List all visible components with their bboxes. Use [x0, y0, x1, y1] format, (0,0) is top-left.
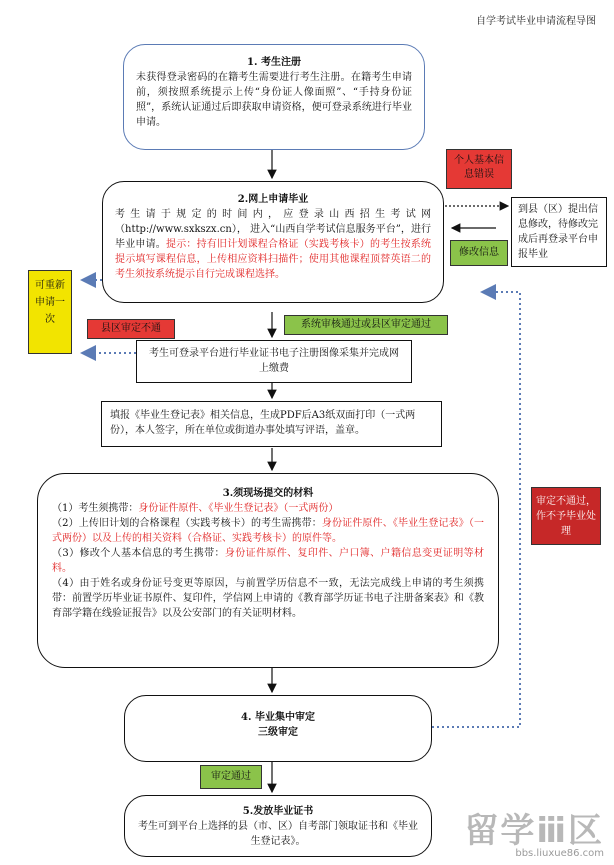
step1-text: 未获得登录密码的在籍考生需要进行考生注册。在籍考生申请前，须按照系统提示上传“身份证人像面照”、“手持身份证照”，系统认证通过后即获取申请资格，便可登录系统进行毕业申请。: [136, 72, 412, 128]
county-modify-box: 到县（区）提出信息修改，待修改完成后再登录平台申报毕业: [511, 197, 607, 267]
step3-item-2: [52, 516, 484, 546]
personal-info-error-tag: 个人基本信息错误: [446, 149, 512, 189]
step3-item-2-materials: 身份证件原件、《毕业生登记表》（一式两份）以及上传的相关资料（合格证、实践考核卡）的原件等。: [52, 518, 484, 544]
system-pass-tag: 系统审核通过或县区审定通过: [284, 315, 448, 335]
step4-audit-box: [124, 695, 432, 762]
step2-online-apply-box: [102, 181, 444, 303]
step5-text: 考生可到平台上选择的县（市、区）自考部门领取证书和《毕业生登记表》。: [138, 821, 418, 847]
modify-info-tag: 修改信息: [450, 240, 508, 266]
step3-item-2-label: （2）上传旧计划的合格课程（实践考核卡）的考生需携带：: [52, 518, 322, 529]
page-header-title: 自学考试毕业申请流程导图: [476, 16, 596, 27]
county-fail-tag: 县区审定不通: [87, 319, 175, 339]
audit-pass-tag: 审定通过: [200, 765, 262, 789]
watermark-main: 留学ⅲ区: [464, 811, 604, 851]
step2-title: 2.网上申请毕业: [237, 194, 309, 205]
watermark-logo: [464, 803, 604, 859]
step5-certificate-box: [124, 795, 432, 857]
step3-item-1: [52, 501, 484, 516]
audit-fail-tag: 审定不通过，作不予毕业处理: [531, 487, 601, 545]
step4-title: 4. 毕业集中审定: [241, 712, 315, 723]
watermark-url: bbs.liuxue86.com: [515, 848, 604, 859]
step3-item-4: [52, 576, 484, 621]
step1-register-box: [123, 44, 425, 150]
step3-item-3-materials: 身份证件原件、复印件、户口簿、户籍信息变更证明等材料。: [52, 548, 484, 574]
step4-subtitle: 三级审定: [258, 727, 298, 738]
step2-text: [115, 207, 431, 282]
step3-item-4-label: （4）由于姓名或身份证号变更等原因，与前置学历信息不一致，无法完成线上申请的考生须携带：前置学历毕业证书原件、复印件，学信网上申请的《教育部学历证书电子注册备案表》和《教育部学籍在线验证报告》以及公安部门的有关证明材料。: [52, 578, 484, 619]
step5-title: 5.发放毕业证书: [242, 806, 314, 817]
step2-text-hint: 提示：持有旧计划课程合格证（实践考核卡）的考生按系统提示填写课程信息，上传相应资料扫描件；使用其他课程顶替英语二的考生须按系统提示自行完成课程选择。: [115, 239, 431, 280]
step3-item-1-materials: 身份证件原件、《毕业生登记表》（一式两份）: [138, 503, 339, 514]
step3-item-3: [52, 546, 484, 576]
step2-text-main: 考生请于规定的时间内，应登录山西招生考试网（http://www.sxkszx.cn）， 进入“山西自学考试信息服务平台”，进行毕业申请。: [115, 209, 431, 250]
form-print-box: 填报《毕业生登记表》相关信息，生成PDF后A3纸双面打印（一式两份），本人签字，所在单位或街道办事处填写评语，盖章。: [101, 401, 442, 447]
step3-materials-box: [37, 473, 499, 668]
step3-item-3-label: （3）修改个人基本信息的考生携带：: [52, 548, 225, 559]
step3-title: 3.须现场提交的材料: [222, 488, 314, 499]
reapply-once-tag: 可重新申请一次: [28, 270, 72, 354]
step1-title: 1. 考生注册: [247, 57, 301, 68]
step3-item-1-label: （1）考生须携带：: [52, 503, 139, 514]
photo-payment-box: 考生可登录平台进行毕业证书电子注册图像采集并完成网上缴费: [136, 340, 412, 383]
